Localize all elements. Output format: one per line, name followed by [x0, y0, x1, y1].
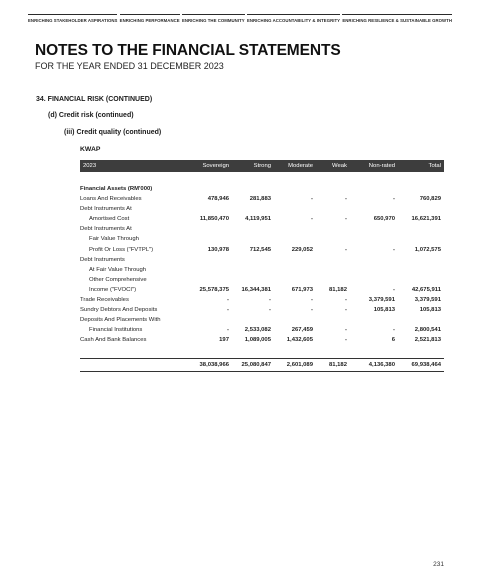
cell-value: -	[345, 327, 347, 334]
cell-value	[316, 224, 350, 234]
cell-value: 712,545	[249, 246, 271, 253]
row-label: Sundry Debtors And Deposits	[80, 307, 158, 314]
cell-value: 6	[391, 337, 395, 344]
column-header-sovereign: Sovereign	[184, 160, 232, 172]
table-row	[80, 234, 444, 244]
table-row	[80, 315, 444, 325]
column-header-weak: Weak	[316, 160, 350, 172]
cell-value: 16,344,381	[241, 286, 271, 293]
table-row	[80, 204, 444, 214]
cell-value	[274, 255, 316, 265]
row-label: Cash And Bank Balances	[80, 337, 147, 344]
cell-value: 2,533,082	[244, 327, 271, 334]
nav-link-performance[interactable]: ENRICHING PERFORMANCE	[120, 14, 180, 23]
column-header-strong: Strong	[232, 160, 274, 172]
cell-value: 281,883	[249, 196, 271, 203]
section-row	[80, 184, 444, 194]
cell-value: -	[227, 327, 229, 334]
subsection-heading-credit-quality: (iii) Credit quality (continued)	[64, 129, 162, 136]
cell-value: 130,978	[207, 246, 229, 253]
row-label: Debt Instruments At	[80, 226, 132, 233]
cell-value: -	[345, 307, 347, 314]
total-value: 69,938,464	[398, 358, 444, 371]
cell-value	[350, 265, 398, 275]
cell-value	[350, 275, 398, 285]
cell-value	[232, 265, 274, 275]
cell-value: 42,675,911	[411, 286, 441, 293]
cell-value	[184, 204, 232, 214]
cell-value	[398, 265, 444, 275]
subsection-heading-credit-risk: (d) Credit risk (continued)	[48, 112, 134, 119]
cell-value	[184, 255, 232, 265]
cell-value	[184, 224, 232, 234]
table-row	[80, 194, 444, 204]
cell-value	[398, 255, 444, 265]
cell-value	[184, 234, 232, 244]
page-subtitle: FOR THE YEAR ENDED 31 DECEMBER 2023	[35, 61, 224, 71]
table-row	[80, 285, 444, 295]
cell-value	[232, 275, 274, 285]
top-navigation	[28, 14, 452, 23]
cell-value: 650,970	[373, 216, 395, 223]
cell-value	[316, 255, 350, 265]
section-heading-34: 34. FINANCIAL RISK (CONTINUED)	[36, 96, 153, 103]
cell-value: 1,432,605	[286, 337, 313, 344]
cell-value: 25,578,375	[199, 286, 229, 293]
cell-value: 1,072,575	[414, 246, 441, 253]
cell-value: -	[345, 297, 347, 304]
row-label: Other Comprehensive	[89, 276, 147, 283]
table-header-row	[80, 160, 444, 172]
row-label: Amortised Cost	[89, 216, 130, 223]
nav-link-stakeholder-aspirations[interactable]: ENRICHING STAKEHOLDER ASPIRATIONS	[28, 14, 117, 23]
cell-value: 197	[219, 337, 229, 344]
nav-link-resilience-growth[interactable]: ENRICHING RESILIENCE & SUSTAINABLE GROWTH	[342, 14, 452, 23]
table-row	[80, 305, 444, 315]
cell-value	[398, 275, 444, 285]
cell-value: -	[311, 307, 313, 314]
cell-value: -	[311, 196, 313, 203]
cell-value	[274, 265, 316, 275]
total-value: 38,038,966	[184, 358, 232, 371]
table-row	[80, 275, 444, 285]
cell-value	[316, 315, 350, 325]
cell-value	[232, 224, 274, 234]
cell-value: -	[393, 246, 395, 253]
cell-value: -	[345, 337, 347, 344]
cell-value	[274, 204, 316, 214]
cell-value	[398, 204, 444, 214]
cell-value: -	[393, 286, 395, 293]
cell-value: 760,829	[419, 196, 441, 203]
cell-value	[350, 224, 398, 234]
page-number: 231	[433, 561, 444, 568]
cell-value: 3,379,591	[368, 297, 395, 304]
table-row	[80, 224, 444, 234]
page-title: NOTES TO THE FINANCIAL STATEMENTS	[35, 42, 341, 59]
cell-value	[316, 204, 350, 214]
cell-value	[274, 315, 316, 325]
nav-link-community[interactable]: ENRICHING THE COMMUNITY	[182, 14, 245, 23]
table-row	[80, 255, 444, 265]
cell-value: -	[227, 307, 229, 314]
row-label: Loans And Receivables	[80, 196, 142, 203]
cell-value	[350, 234, 398, 244]
cell-value: 671,973	[291, 286, 313, 293]
table-row	[80, 295, 444, 305]
table-row	[80, 214, 444, 224]
cell-value: 2,800,541	[414, 327, 441, 334]
cell-value: -	[345, 246, 347, 253]
total-value: 81,182	[316, 358, 350, 371]
cell-value: -	[269, 297, 271, 304]
cell-value	[184, 275, 232, 285]
cell-value	[274, 224, 316, 234]
column-header-total: Total	[398, 160, 444, 172]
cell-value: -	[345, 216, 347, 223]
cell-value	[350, 204, 398, 214]
cell-value: 16,621,391	[411, 216, 441, 223]
table-row	[80, 265, 444, 275]
cell-value	[398, 224, 444, 234]
table-row	[80, 245, 444, 255]
cell-value	[274, 275, 316, 285]
row-label: Fair Value Through	[89, 236, 139, 243]
cell-value	[398, 315, 444, 325]
cell-value: 105,813	[419, 307, 441, 314]
column-header-moderate: Moderate	[274, 160, 316, 172]
row-label: Profit Or Loss ("FVTPL")	[89, 246, 154, 253]
column-header-year: 2023	[80, 160, 184, 172]
cell-value: -	[393, 196, 395, 203]
cell-value	[398, 234, 444, 244]
section-label: Financial Assets (RM'000)	[80, 186, 153, 192]
cell-value: -	[345, 196, 347, 203]
cell-value: 105,813	[373, 307, 395, 314]
cell-value	[232, 315, 274, 325]
table-row	[80, 325, 444, 335]
cell-value	[184, 265, 232, 275]
column-header-non-rated: Non-rated	[350, 160, 398, 172]
row-label: Debt Instruments At	[80, 206, 132, 213]
cell-value	[316, 265, 350, 275]
cell-value: 81,182	[328, 286, 347, 293]
row-label: Trade Receivables	[80, 297, 129, 304]
total-label	[80, 358, 184, 371]
cell-value: 478,946	[207, 196, 229, 203]
cell-value: 4,119,951	[245, 216, 271, 223]
row-label: Financial Institutions	[89, 327, 143, 334]
row-label: Income ("FVOCI")	[89, 286, 137, 293]
cell-value: 2,521,813	[414, 337, 441, 344]
cell-value: 11,850,470	[199, 216, 229, 223]
total-row	[80, 358, 444, 371]
total-value: 4,136,380	[350, 358, 398, 371]
cell-value: 1,089,005	[244, 337, 271, 344]
table-row	[80, 335, 444, 345]
cell-value	[232, 204, 274, 214]
cell-value	[232, 255, 274, 265]
cell-value: -	[311, 216, 313, 223]
cell-value	[184, 315, 232, 325]
cell-value	[350, 315, 398, 325]
nav-link-accountability-integrity[interactable]: ENRICHING ACCOUNTABILITY & INTEGRITY	[247, 14, 340, 23]
cell-value	[316, 275, 350, 285]
cell-value	[232, 234, 274, 244]
cell-value	[274, 234, 316, 244]
row-label: At Fair Value Through	[89, 266, 147, 273]
row-label: Deposits And Placements With	[80, 317, 161, 324]
cell-value: -	[393, 327, 395, 334]
cell-value: -	[269, 307, 271, 314]
cell-value: 3,379,591	[414, 297, 441, 304]
cell-value	[350, 255, 398, 265]
cell-value	[316, 234, 350, 244]
credit-quality-table	[80, 160, 444, 372]
cell-value: -	[227, 297, 229, 304]
total-value: 2,601,089	[274, 358, 316, 371]
cell-value: -	[311, 297, 313, 304]
cell-value: 267,459	[291, 327, 313, 334]
row-label: Debt Instruments	[80, 256, 125, 263]
total-value: 25,080,847	[232, 358, 274, 371]
cell-value: 229,052	[291, 246, 313, 253]
entity-label: KWAP	[80, 146, 101, 153]
